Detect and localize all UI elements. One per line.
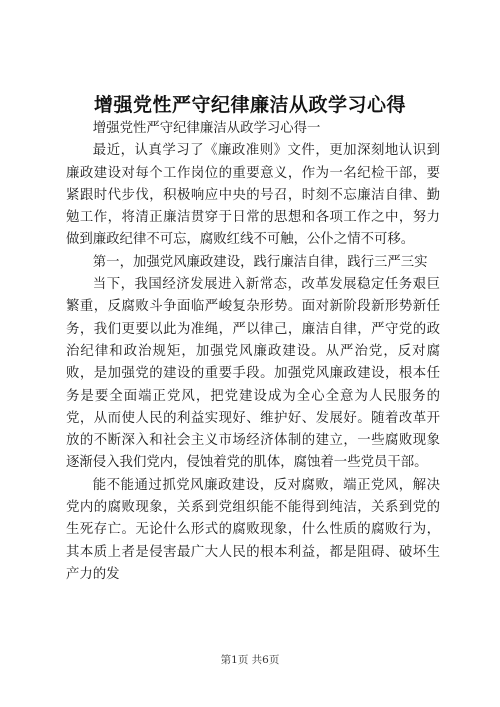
- paragraph: 能不能通过抓党风廉政建设，反对腐败，端正党风，解决党内的腐败现象，关系到党组织能不能得到纯洁，关系到党的生死存亡。无论什么形式的腐败现象，什么性质的腐败行为，其本质上者是侵害最广大人民的根本利益，都是阻碍、破坏生产力的发: [66, 477, 440, 582]
- document-subtitle: 增强党性严守纪律廉洁从政学习心得一: [92, 121, 321, 136]
- document-body: [66, 118, 440, 586]
- page-number-footer: 第1页 共6页: [220, 654, 280, 666]
- paragraph: 最近，认真学习了《廉政准则》文件，更加深刻地认识到廉政建设对每个工作岗位的重要意义，作为一名纪检干部，要紧跟时代步伐，积极响应中央的号召，时刻不忘廉洁自律、勤勉工作，将清正廉洁贯穿于日常的思想和各项工作之中，努力做到廉政纪律不可忘，腐败红线不可触，公仆之情不可移。: [66, 143, 440, 248]
- paragraph: 第一，加强党风廉政建设，践行廉洁自律，践行三严三实: [92, 254, 428, 270]
- page-title: 增强党性严守纪律廉洁从政学习心得: [93, 94, 406, 116]
- paragraph: 当下，我国经济发展进入新常态，改革发展稳定任务艰巨繁重，反腐败斗争面临严峻复杂形势。面对新阶段新形势新任务，我们更要以此为准绳，严以律己，廉洁自律，严守党的政治纪律和政治规矩，加强党风廉政建设。从严治党，反对腐败，是加强党的建设的重要手段。加强党风廉政建设，根本任务是要全面端正党风，把党建设成为全心全意为人民服务的党，从而使人民的利益实现好、维护好、发展好。随着改革开放的不断深入和社会主义市场经济体制的建立，一些腐败现象逐渐侵入我们党内，侵蚀着党的肌体，腐蚀着一些党员干部。: [66, 277, 440, 471]
